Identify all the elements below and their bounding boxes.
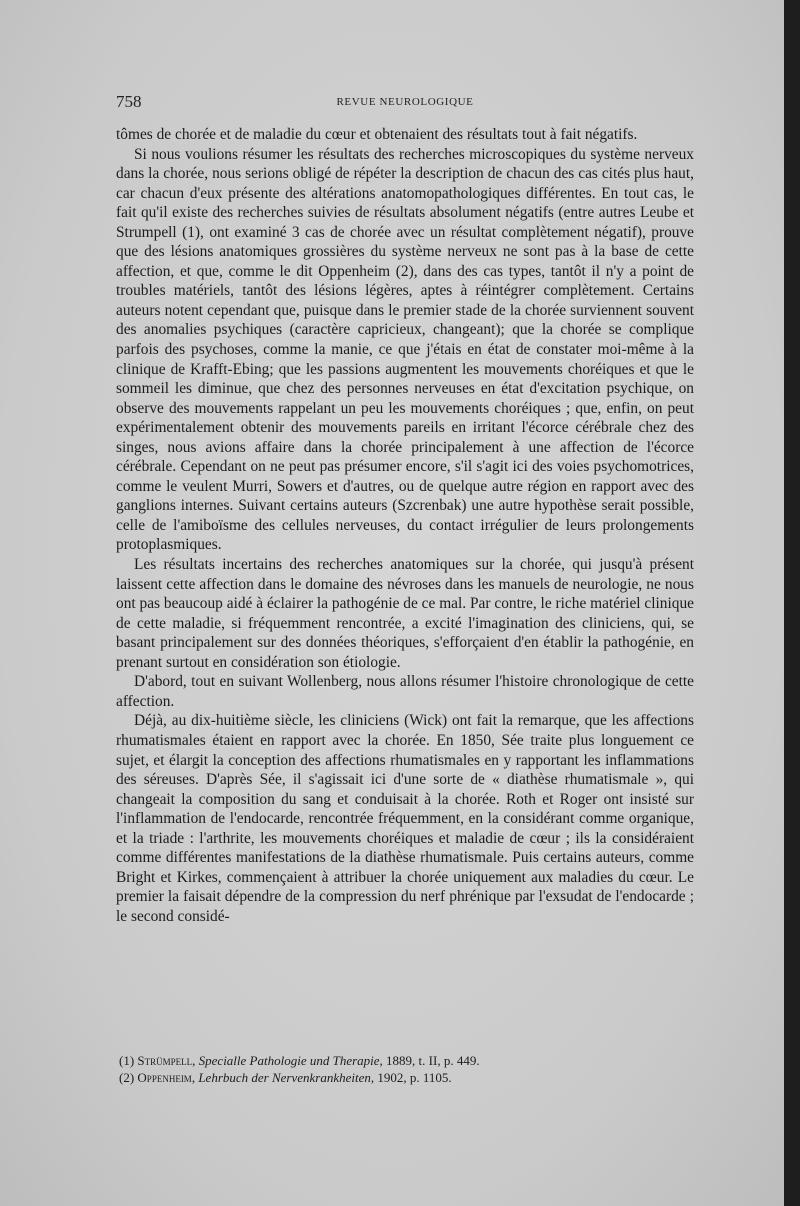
running-title: REVUE NEUROLOGIQUE	[336, 96, 474, 108]
footnote-author: Strümpell	[137, 1053, 193, 1068]
footnote-number: (2)	[119, 1070, 135, 1085]
paragraph: Les résultats incertains des recherches anatomiques sur la chorée, qui jusqu'à présent laissent cette affection dans le domaine des névroses dans les manuels de neurologie, ne nous ont pas beaucoup aidé à éclairer la pathogénie de ce mal. Par contre, le riche matériel clinique de cette maladie, si fréquemment rencontrée, a excité l'imagination des cliniciens, qui, se basant principalement sur des données théoriques, s'efforçaient d'en établir la pathogénie, en prenant surtout en considération son étiologie.	[116, 556, 694, 671]
paragraph: D'abord, tout en suivant Wollenberg, nous allons résumer l'histoire chronologique de cette affection.	[116, 673, 694, 710]
footnotes	[116, 1052, 694, 1086]
footnote: (1) Strümpell, Specialle Pathologie und Therapie, 1889, t. II, p. 449.	[119, 1053, 480, 1068]
page-number: 758	[116, 92, 142, 111]
page-header	[116, 92, 694, 112]
footnote-title: Specialle Pathologie und Therapie	[198, 1053, 380, 1068]
body-text	[116, 125, 694, 926]
footnote-details: , 1889, t. II, p. 449.	[379, 1053, 480, 1068]
paragraph: Déjà, au dix-huitième siècle, les cliniciens (Wick) ont fait la remarque, que les affections rhumatismales étaient en rapport avec la chorée. En 1850, Sée traite plus longuement ce sujet, et élargit la conception des affections rhumatismales en y rapportant les inflammations des séreuses. D'après Sée, il s'agissait ici d'une sorte de « diathèse rhumatismale », qui changeait la composition du sang et conduisait à la chorée. Roth et Roger ont insisté sur l'inflammation de l'endocarde, rencontrée fréquemment, en la considérant comme organique, et la triade : l'arthrite, les mouvements choréiques et maladie de cœur ; ils la considéraient comme différentes manifestations de la diathèse rhumatismale. Puis certains auteurs, comme Bright et Kirkes, commençaient à attribuer la chorée uniquement aux maladies du cœur. Le premier la faisait dépendre de la compression du nerf phrénique par l'exsudat de l'endocarde ; le second considé-	[116, 712, 694, 925]
footnote-details: , 1902, p. 1105.	[370, 1070, 452, 1085]
footnote-title: Lehrbuch der Nervenkrankheiten	[198, 1070, 371, 1085]
scan-border	[784, 0, 800, 1206]
paragraph-continuation: tômes de chorée et de maladie du cœur et obtenaient des résultats tout à fait négatifs.	[116, 126, 638, 143]
footnote: (2) Oppenheim, Lehrbuch der Nervenkrankheiten, 1902, p. 1105.	[119, 1070, 452, 1085]
paragraph: Si nous voulions résumer les résultats des recherches microscopiques du système nerveux dans la chorée, nous serions obligé de répéter la description de chacun des cas cités plus haut, car chacun d'eux présente des altérations anatomopathologiques différentes. En tout cas, le fait qu'il existe des recherches suivies de résultats absolument négatifs (entre autres Leube et Strumpell (1), ont examiné 3 cas de chorée avec un résultat complètement négatif), prouve que des lésions anatomiques grossières du système nerveux ne sont pas à la base de cette affection, et que, comme le dit Oppenheim (2), dans des cas types, tantôt il n'y a point de troubles matériels, tantôt des lésions légères, aptes à réintégrer complètement. Certains auteurs notent cependant que, puisque dans le premier stade de la chorée surviennent souvent des anomalies psychiques (caractère capricieux, changeant); que la chorée se complique parfois des psychoses, comme la manie, ce que j'étais en état de constater moi-même à la clinique de Krafft-Ebing; que les passions augmentent les mouvements choréiques et que le sommeil les diminue, que chez des personnes nerveuses en état d'excitation psychique, on observe des mouvements rappelant un peu les mouvements choréiques ; que, enfin, on peut expérimentalement obtenir des mouvements pareils en irritant l'écorce cérébrale chez des singes, nous avions affaire dans la chorée principalement à une affection de l'écorce cérébrale. Cependant on ne peut pas présumer encore, s'il s'agit ici des voies psychomotrices, comme le veulent Murri, Sowers et d'autres, ou de quelque autre région en rapport avec des ganglions internes. Suivant certains auteurs (Szcrenbak) une autre hypothèse serait possible, celle de l'amiboïsme des cellules nerveuses, du contact irrégulier de leurs prolongements protoplasmiques.	[116, 145, 694, 554]
footnote-number: (1)	[119, 1053, 135, 1068]
footnote-author: Oppenheim	[137, 1070, 192, 1085]
